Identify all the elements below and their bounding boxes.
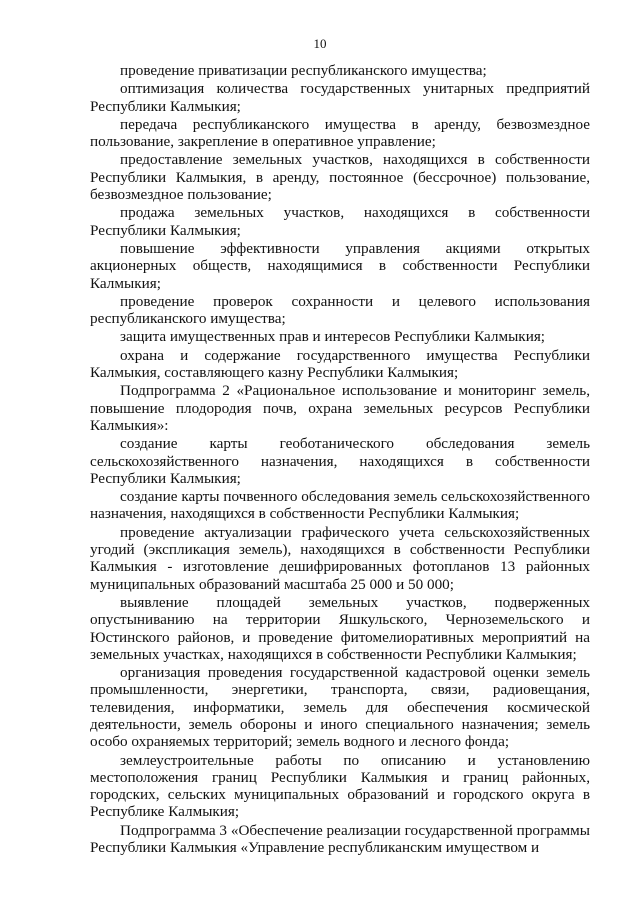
paragraph: повышение эффективности управления акциями открытых акционерных обществ, находящимися в собственности Республики Калмыкия; [90, 239, 590, 292]
paragraph: защита имущественных прав и интересов Республики Калмыкия; [120, 328, 546, 346]
paragraph: создание карты геоботанического обследования земель сельскохозяйственного назначения, находящихся в собственности Республики Калмыкия; [90, 435, 590, 487]
paragraph: предоставление земельных участков, находящихся в собственности Республики Калмыкия, в аренду, постоянное (бессрочное) пользование, безвозмездное пользование; [90, 151, 590, 204]
paragraph: проведение актуализации графического учета сельскохозяйственных угодий (экспликация земель), находящихся в собственности Республики Калмыкия - изготовление дешифрированных фотопланов 13 районных муниципальных образований масштаба 25 000 и 50 000; [90, 523, 590, 593]
paragraph: проведение проверок сохранности и целевого использования республиканского имущества; [90, 292, 590, 328]
document-body [90, 62, 590, 857]
paragraph: проведение приватизации республиканского имущества; [120, 62, 487, 79]
paragraph: оптимизация количества государственных унитарных предприятий Республики Калмыкия; [90, 80, 590, 115]
subprogram-heading: Подпрограмма 3 «Обеспечение реализации государственной программы Республики Калмыкия «Управление республиканским имуществом и [90, 821, 590, 857]
paragraph: продажа земельных участков, находящихся в собственности Республики Калмыкия; [90, 204, 590, 239]
page-number: 10 [313, 36, 327, 51]
paragraph: выявление площадей земельных участков, подверженных опустыниванию на территории Яшкульского, Черноземельского и Юстинского районов, и проведение фитомелиоративных мероприятий на земельных участках, находящихся в собственности Республики Калмыкия; [90, 593, 590, 663]
subprogram-heading: Подпрограмма 2 «Рациональное использование и мониторинг земель, повышение плодородия почв, охрана земельных ресурсов Республики Калмыкия»: [90, 382, 590, 434]
paragraph: организация проведения государственной кадастровой оценки земель промышленности, энергетики, транспорта, связи, радиовещания, телевидения, информатики, земель для обеспечения космической деятельности, земель обороны и иного специального назначения; земель особо охраняемых территорий; земель водного и лесного фонда; [90, 664, 590, 751]
paragraph: создание карты почвенного обследования земель сельскохозяйственного назначения, находящихся в собственности Республики Калмыкия; [90, 488, 590, 523]
paragraph: охрана и содержание государственного имущества Республики Калмыкия, составляющего казну Республики Калмыкия; [90, 346, 590, 382]
paragraph: землеустроительные работы по описанию и установлению местоположения границ Республики Калмыкия и границ районных, городских, сельских муниципальных образований и городского округа в Республике Калмыкия; [90, 751, 590, 821]
paragraph: передача республиканского имущества в аренду, безвозмездное пользование, закрепление в оперативное управление; [90, 115, 590, 151]
